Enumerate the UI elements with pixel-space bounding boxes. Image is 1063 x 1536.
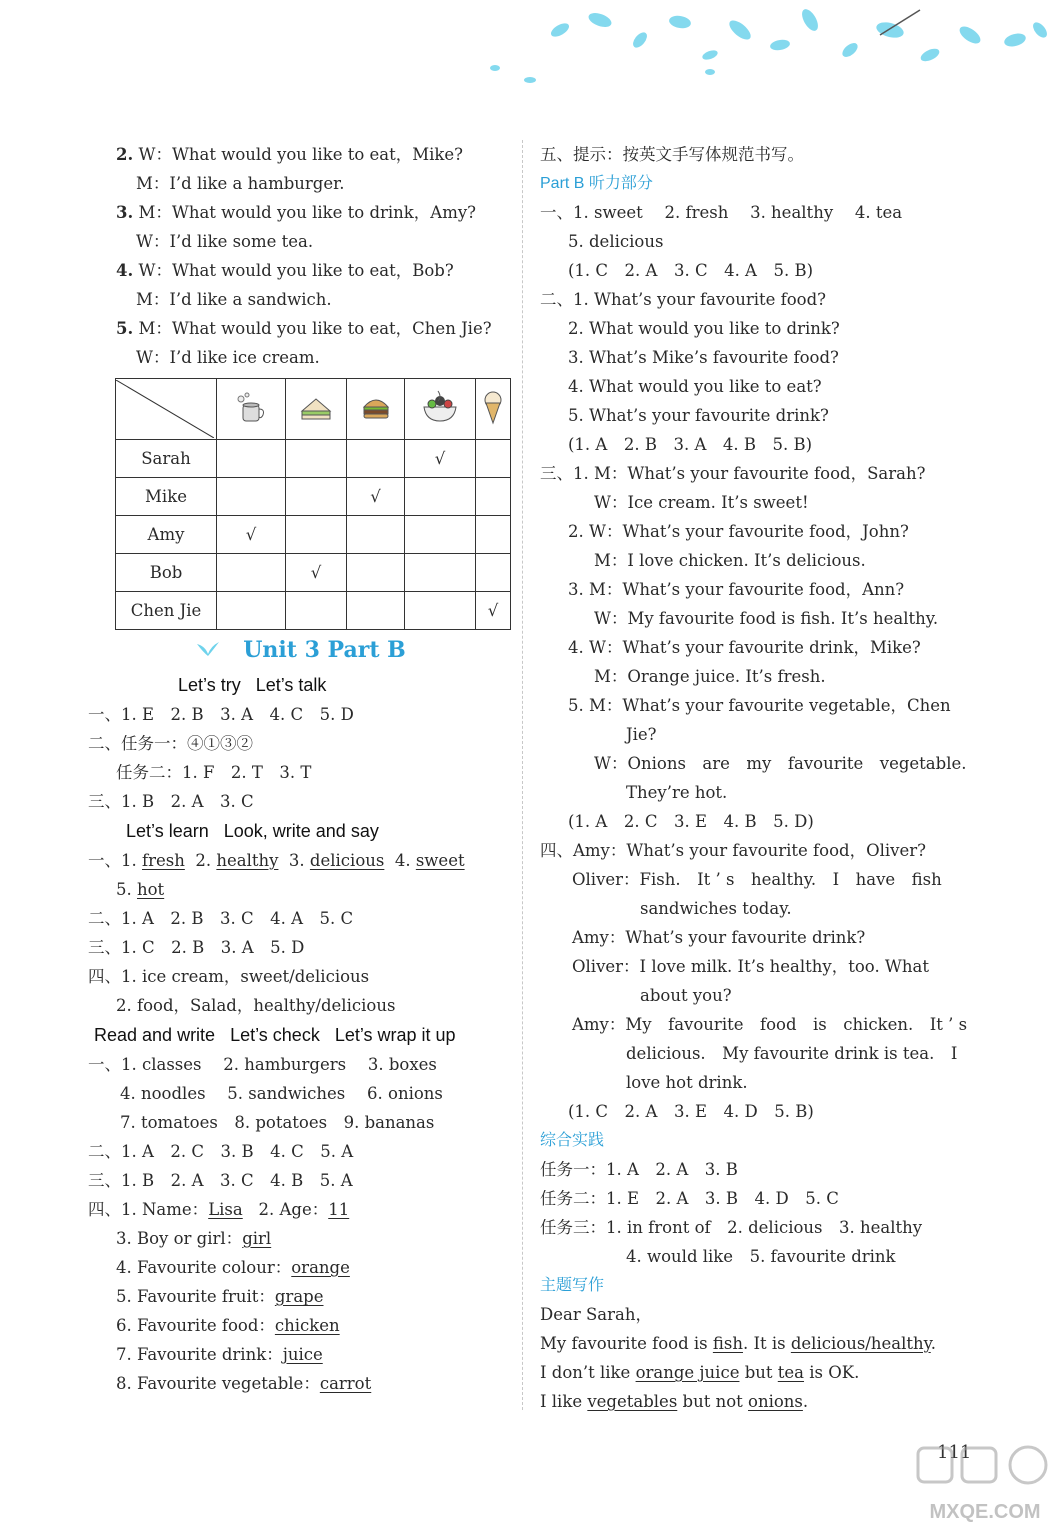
table-cell bbox=[476, 554, 511, 592]
answer-line: love hot drink. bbox=[626, 1073, 748, 1092]
answer-line: Amy：What’s your favourite drink? bbox=[572, 928, 866, 947]
profile-line: 6. Favourite food：chicken bbox=[116, 1316, 340, 1335]
answer-line: 3. What’s Mike’s favourite food? bbox=[568, 348, 839, 367]
answer-line: Oliver：Fish. It ’ s healthy. I have fish bbox=[572, 870, 942, 889]
salad-bowl-icon bbox=[405, 379, 476, 440]
answer-line: sandwiches today. bbox=[640, 899, 792, 918]
answer-line: Amy：My favourite food is chicken. It ’ s bbox=[572, 1015, 968, 1034]
dialog-4-question: 4. W：What would you like to eat，Bob? bbox=[116, 261, 454, 280]
answer-line: 4. W：What’s your favourite drink，Mike? bbox=[568, 638, 921, 657]
right-column bbox=[540, 140, 968, 1416]
table-row bbox=[116, 516, 511, 554]
table-cell bbox=[286, 516, 347, 554]
answer-line: W：My favourite food is fish. It’s healthy. bbox=[594, 609, 939, 628]
profile-line: 4. Favourite colour：orange bbox=[116, 1258, 350, 1277]
answer-line: about you? bbox=[640, 986, 732, 1005]
profile-line: 8. Favourite vegetable：carrot bbox=[116, 1374, 372, 1393]
answer-line: 四、1. ice cream，sweet/delicious bbox=[88, 967, 370, 986]
bird-icon bbox=[195, 631, 221, 671]
answer-line: 5. M：What’s your favourite vegetable，Chen bbox=[568, 696, 951, 715]
table-cell: √ bbox=[347, 478, 405, 516]
writing-line: My favourite food is fish. It is delicious/healthy. bbox=[540, 1334, 936, 1353]
table-cell bbox=[286, 440, 347, 478]
answer-line: 三、1. B 2. A 3. C 4. B 5. A bbox=[88, 1171, 353, 1190]
table-cell: √ bbox=[286, 554, 347, 592]
answer-line: 4. What would you like to eat? bbox=[568, 377, 822, 396]
answer-line: 二、1. A 2. C 3. B 4. C 5. A bbox=[88, 1142, 354, 1161]
answer-line: W：Ice cream. It’s sweet! bbox=[594, 493, 809, 512]
writing-line: Dear Sarah， bbox=[540, 1305, 652, 1324]
table-cell bbox=[476, 516, 511, 554]
tea-cup-icon bbox=[217, 379, 286, 440]
subhead-try-talk: Let’s try Let’s talk bbox=[178, 675, 327, 695]
answer-line: 5. What’s your favourite drink? bbox=[568, 406, 829, 425]
answer-line: 三、1. M：What’s your favourite food，Sarah? bbox=[540, 464, 926, 483]
table-cell bbox=[286, 592, 347, 630]
answer-line: 二、任务一：④①③② bbox=[88, 734, 253, 753]
dialog-3-question: 3. M：What would you like to drink，Amy? bbox=[116, 203, 477, 222]
answer-line: 任务二：1. E 2. A 3. B 4. D 5. C bbox=[540, 1189, 839, 1208]
answer-line: W：Onions are my favourite vegetable. bbox=[594, 754, 967, 773]
answer-line: 三、1. B 2. A 3. C bbox=[88, 792, 254, 811]
answer-line: 二、1. A 2. B 3. C 4. A 5. C bbox=[88, 909, 354, 928]
table-row bbox=[116, 440, 511, 478]
row-name: Bob bbox=[116, 554, 217, 592]
dialog-4-answer: M：I’d like a sandwich. bbox=[136, 290, 332, 309]
answer-line: 5. hot bbox=[116, 880, 165, 899]
table-cell bbox=[217, 440, 286, 478]
table-cell bbox=[476, 440, 511, 478]
profile-line: 四、1. Name：Lisa 2. Age：11 bbox=[88, 1200, 350, 1219]
section-head-practice: 综合实践 bbox=[540, 1132, 605, 1149]
table-cell bbox=[347, 592, 405, 630]
table-cell bbox=[217, 592, 286, 630]
decorative-leaves bbox=[470, 0, 1063, 100]
watermark-text: MXQE.COM bbox=[929, 1501, 1041, 1523]
sandwich-icon bbox=[286, 379, 347, 440]
subhead-learn-look: Let’s learn Look, write and say bbox=[126, 821, 379, 841]
answer-line: 四、Amy：What’s your favourite food，Oliver? bbox=[540, 841, 926, 860]
unit-title-text: Unit 3 Part B bbox=[243, 637, 406, 663]
answer-line: (1. A 2. B 3. A 4. B 5. B) bbox=[568, 435, 813, 454]
answer-line: 7. tomatoes 8. potatoes 9. bananas bbox=[120, 1113, 435, 1132]
table-cell: √ bbox=[217, 516, 286, 554]
row-name: Amy bbox=[116, 516, 217, 554]
answer-line: 4. would like 5. favourite drink bbox=[626, 1247, 896, 1266]
answer-line: 2. What would you like to drink? bbox=[568, 319, 840, 338]
watermark-logo bbox=[910, 1440, 1060, 1530]
table-cell bbox=[405, 516, 476, 554]
dialog-5-answer: W：I’d like ice cream. bbox=[136, 348, 320, 367]
dialog-2-answer: M：I’d like a hamburger. bbox=[136, 174, 345, 193]
answer-line: M：I love chicken. It’s delicious. bbox=[594, 551, 866, 570]
column-divider bbox=[522, 140, 523, 1410]
section-head-part-b: Part B 听力部分 bbox=[540, 175, 653, 192]
answer-line: 任务一：1. A 2. A 3. B bbox=[540, 1160, 738, 1179]
page-number: 111 bbox=[937, 1442, 972, 1463]
answer-line: (1. C 2. A 3. E 4. D 5. B) bbox=[568, 1102, 814, 1121]
answer-line: 3. M：What’s your favourite food，Ann? bbox=[568, 580, 905, 599]
section-head-writing: 主题写作 bbox=[540, 1277, 605, 1294]
dialog-2-question: 2. W：What would you like to eat，Mike? bbox=[116, 145, 464, 164]
table-cell bbox=[217, 554, 286, 592]
dialog-5-question: 5. M：What would you like to eat，Chen Jie? bbox=[116, 319, 492, 338]
table-cell bbox=[476, 478, 511, 516]
table-row bbox=[116, 478, 511, 516]
table-cell: √ bbox=[476, 592, 511, 630]
row-name: Sarah bbox=[116, 440, 217, 478]
answer-line: 二、1. What’s your favourite food? bbox=[540, 290, 827, 309]
writing-line: I don’t like orange juice but tea is OK. bbox=[540, 1363, 860, 1382]
answer-line: 4. noodles 5. sandwiches 6. onions bbox=[120, 1084, 443, 1103]
table-corner bbox=[116, 379, 217, 440]
writing-line: I like vegetables but not onions. bbox=[540, 1392, 809, 1411]
profile-line: 3. Boy or girl：girl bbox=[116, 1229, 272, 1248]
answer-line: 一、1. sweet 2. fresh 3. healthy 4. tea bbox=[540, 203, 903, 222]
answer-line: 一、1. fresh 2. healthy 3. delicious 4. sweet bbox=[88, 851, 465, 870]
table-cell bbox=[405, 554, 476, 592]
answer-line: 5. delicious bbox=[568, 232, 664, 251]
answer-line: delicious. My favourite drink is tea. I bbox=[626, 1044, 958, 1063]
table-cell bbox=[217, 478, 286, 516]
answer-line: They’re hot. bbox=[626, 783, 728, 802]
table-cell bbox=[286, 478, 347, 516]
answer-line: Jie? bbox=[626, 725, 657, 744]
table-cell bbox=[347, 554, 405, 592]
profile-line: 5. Favourite fruit：grape bbox=[116, 1287, 324, 1306]
table-cell: √ bbox=[405, 440, 476, 478]
answer-line: 任务三：1. in front of 2. delicious 3. healthy bbox=[540, 1218, 923, 1237]
row-name: Mike bbox=[116, 478, 217, 516]
hamburger-icon bbox=[347, 379, 405, 440]
left-column bbox=[88, 140, 513, 1398]
answer-line: (1. A 2. C 3. E 4. B 5. D) bbox=[568, 812, 814, 831]
table-cell bbox=[347, 440, 405, 478]
row-name: Chen Jie bbox=[116, 592, 217, 630]
answer-line: Oliver：I love milk. It’s healthy，too. What bbox=[572, 957, 929, 976]
food-preference-table bbox=[115, 378, 511, 630]
answer-line: 2. W：What’s your favourite food，John? bbox=[568, 522, 909, 541]
answer-line: 一、1. classes 2. hamburgers 3. boxes bbox=[88, 1055, 437, 1074]
answer-line: (1. C 2. A 3. C 4. A 5. B) bbox=[568, 261, 814, 280]
profile-line: 7. Favourite drink：juice bbox=[116, 1345, 323, 1364]
answer-line: M：Orange juice. It’s fresh. bbox=[594, 667, 826, 686]
table-cell bbox=[405, 592, 476, 630]
table-row bbox=[116, 592, 511, 630]
table-cell bbox=[347, 516, 405, 554]
answer-line: 三、1. C 2. B 3. A 5. D bbox=[88, 938, 305, 957]
subhead-read-check-wrap: Read and write Let’s check Let’s wrap it up bbox=[94, 1025, 456, 1045]
answer-line: 一、1. E 2. B 3. A 4. C 5. D bbox=[88, 705, 354, 724]
answer-line: 五、提示：按英文手写体规范书写。 bbox=[540, 145, 804, 164]
answer-line: 2. food，Salad，healthy/delicious bbox=[116, 996, 396, 1015]
table-cell bbox=[405, 478, 476, 516]
answer-line: 任务二：1. F 2. T 3. T bbox=[116, 763, 312, 782]
unit-title bbox=[88, 630, 513, 670]
table-row bbox=[116, 554, 511, 592]
ice-cream-icon bbox=[476, 379, 511, 440]
dialog-3-answer: W：I’d like some tea. bbox=[136, 232, 314, 251]
